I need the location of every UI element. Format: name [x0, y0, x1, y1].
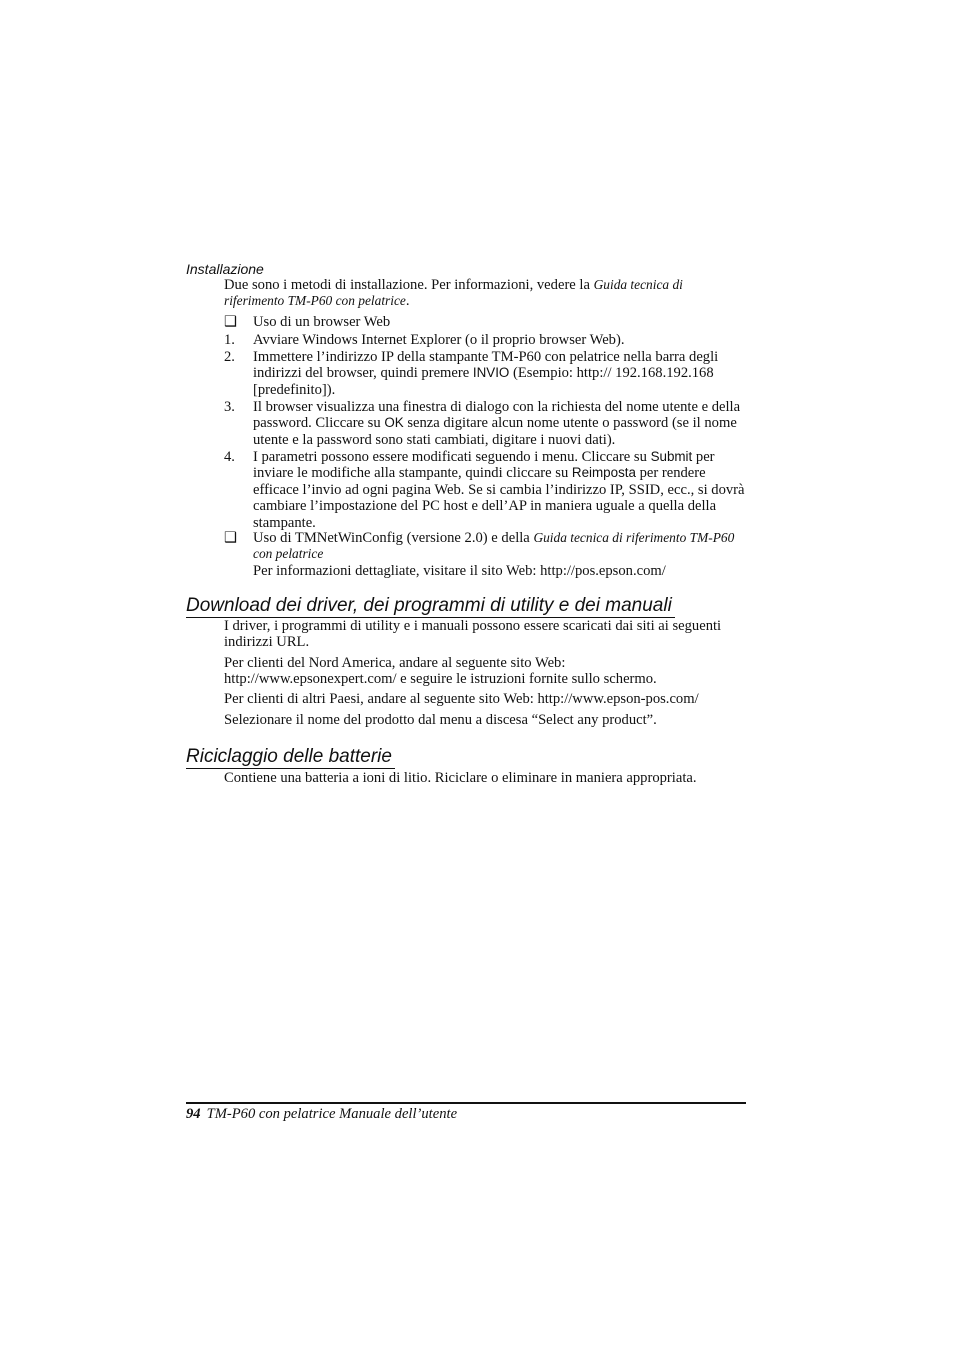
- step-text: [253, 449, 748, 531]
- checkbox-bullet-icon: ❑: [224, 530, 238, 546]
- step-number: 2.: [224, 349, 235, 365]
- riciclaggio-p1: Contiene una batteria a ioni di litio. Riciclare o eliminare in maniera appropriata.: [224, 770, 697, 786]
- download-p2: [224, 655, 748, 688]
- step-text: Avviare Windows Internet Explorer (o il proprio browser Web).: [253, 332, 625, 348]
- bullet-browser-label: Uso di un browser Web: [253, 314, 391, 330]
- installazione-heading: Installazione: [186, 261, 264, 277]
- key-reimposta: Reimposta: [571, 465, 636, 481]
- step4-text-c: per rendere efficace l’invio ad ogni pagina Web. Se si cambia l’indirizzo IP, SSID, ecc., si dovrà cambiare l’impostazione del PC host e dell’AP in maniera uguale a quella della stampante.: [253, 465, 745, 531]
- manual-title: TM-P60 con pelatrice Manuale dell’utente: [206, 1106, 458, 1122]
- step-text: [253, 399, 748, 448]
- bullet2-guide-ref: Guida tecnica di riferimento TM-P60 con pelatrice: [253, 530, 735, 562]
- download-p4: Selezionare il nome del prodotto dal menu a discesa “Select any product”.: [224, 712, 657, 728]
- download-section-title: Download dei driver, dei programmi di utility e dei manuali: [186, 595, 675, 618]
- bullet2-info: Per informazioni dettagliate, visitare il sito Web: http://pos.epson.com/: [253, 562, 666, 579]
- checkbox-bullet-icon: ❑: [224, 314, 238, 330]
- step-number: 1.: [224, 332, 235, 348]
- intro-text: Due sono i metodi di installazione. Per informazioni, vedere la: [224, 277, 594, 293]
- page-footer: [186, 1105, 457, 1123]
- step3-text-a: Il browser visualizza una finestra di dialogo con la richiesta del nome utente e della password. Cliccare su: [253, 399, 741, 432]
- key-invio: INVIO: [472, 365, 510, 381]
- intro-guide-ref-2: riferimento TM-P60 con pelatrice: [224, 293, 406, 309]
- riciclaggio-section-title: Riciclaggio delle batterie: [186, 746, 395, 769]
- bullet2-text: Uso di TMNetWinConfig (versione 2.0) e della: [253, 530, 534, 546]
- key-submit: Submit: [650, 449, 693, 464]
- step2-text-a: Immettere l’indirizzo IP della stampante TM-P60 con pelatrice nella barra degli indirizzi del browser, quindi premere: [253, 349, 719, 382]
- step4-text-b: per inviare le modifiche alla stampante, quindi cliccare su: [253, 449, 715, 482]
- download-p2-line1: Per clienti del Nord America, andare al seguente sito Web:: [224, 655, 566, 671]
- footer-divider: [186, 1102, 746, 1104]
- step2-text-b: (Esempio: http:// 192.168.192.168 [predefinito]).: [253, 365, 714, 398]
- intro-end: .: [405, 293, 410, 310]
- step-text: [253, 349, 748, 398]
- installazione-intro: [224, 277, 748, 310]
- bullet-tmnetwinconfig-text: [253, 530, 748, 579]
- step4-text-a: I parametri possono essere modificati seguendo i menu. Cliccare su: [253, 449, 651, 465]
- download-p3: Per clienti di altri Paesi, andare al seguente sito Web: http://www.epson-pos.com/: [224, 691, 699, 707]
- step-number: 3.: [224, 399, 235, 415]
- download-p1: I driver, i programmi di utility e i manuali possono essere scaricati dai siti ai seguenti indirizzi URL.: [224, 618, 722, 651]
- download-p2-line2: http://www.epsonexpert.com/ e seguire le istruzioni fornite sullo schermo.: [224, 671, 657, 688]
- key-ok: OK: [384, 415, 404, 431]
- step-number: 4.: [224, 449, 235, 465]
- step3-text-b: senza digitare alcun nome utente o password (se il nome utente e la password sono stati cambiati, digitare i nuovi dati).: [253, 415, 737, 448]
- intro-guide-ref-1: Guida tecnica di: [593, 277, 683, 292]
- page-number: 94: [186, 1106, 201, 1122]
